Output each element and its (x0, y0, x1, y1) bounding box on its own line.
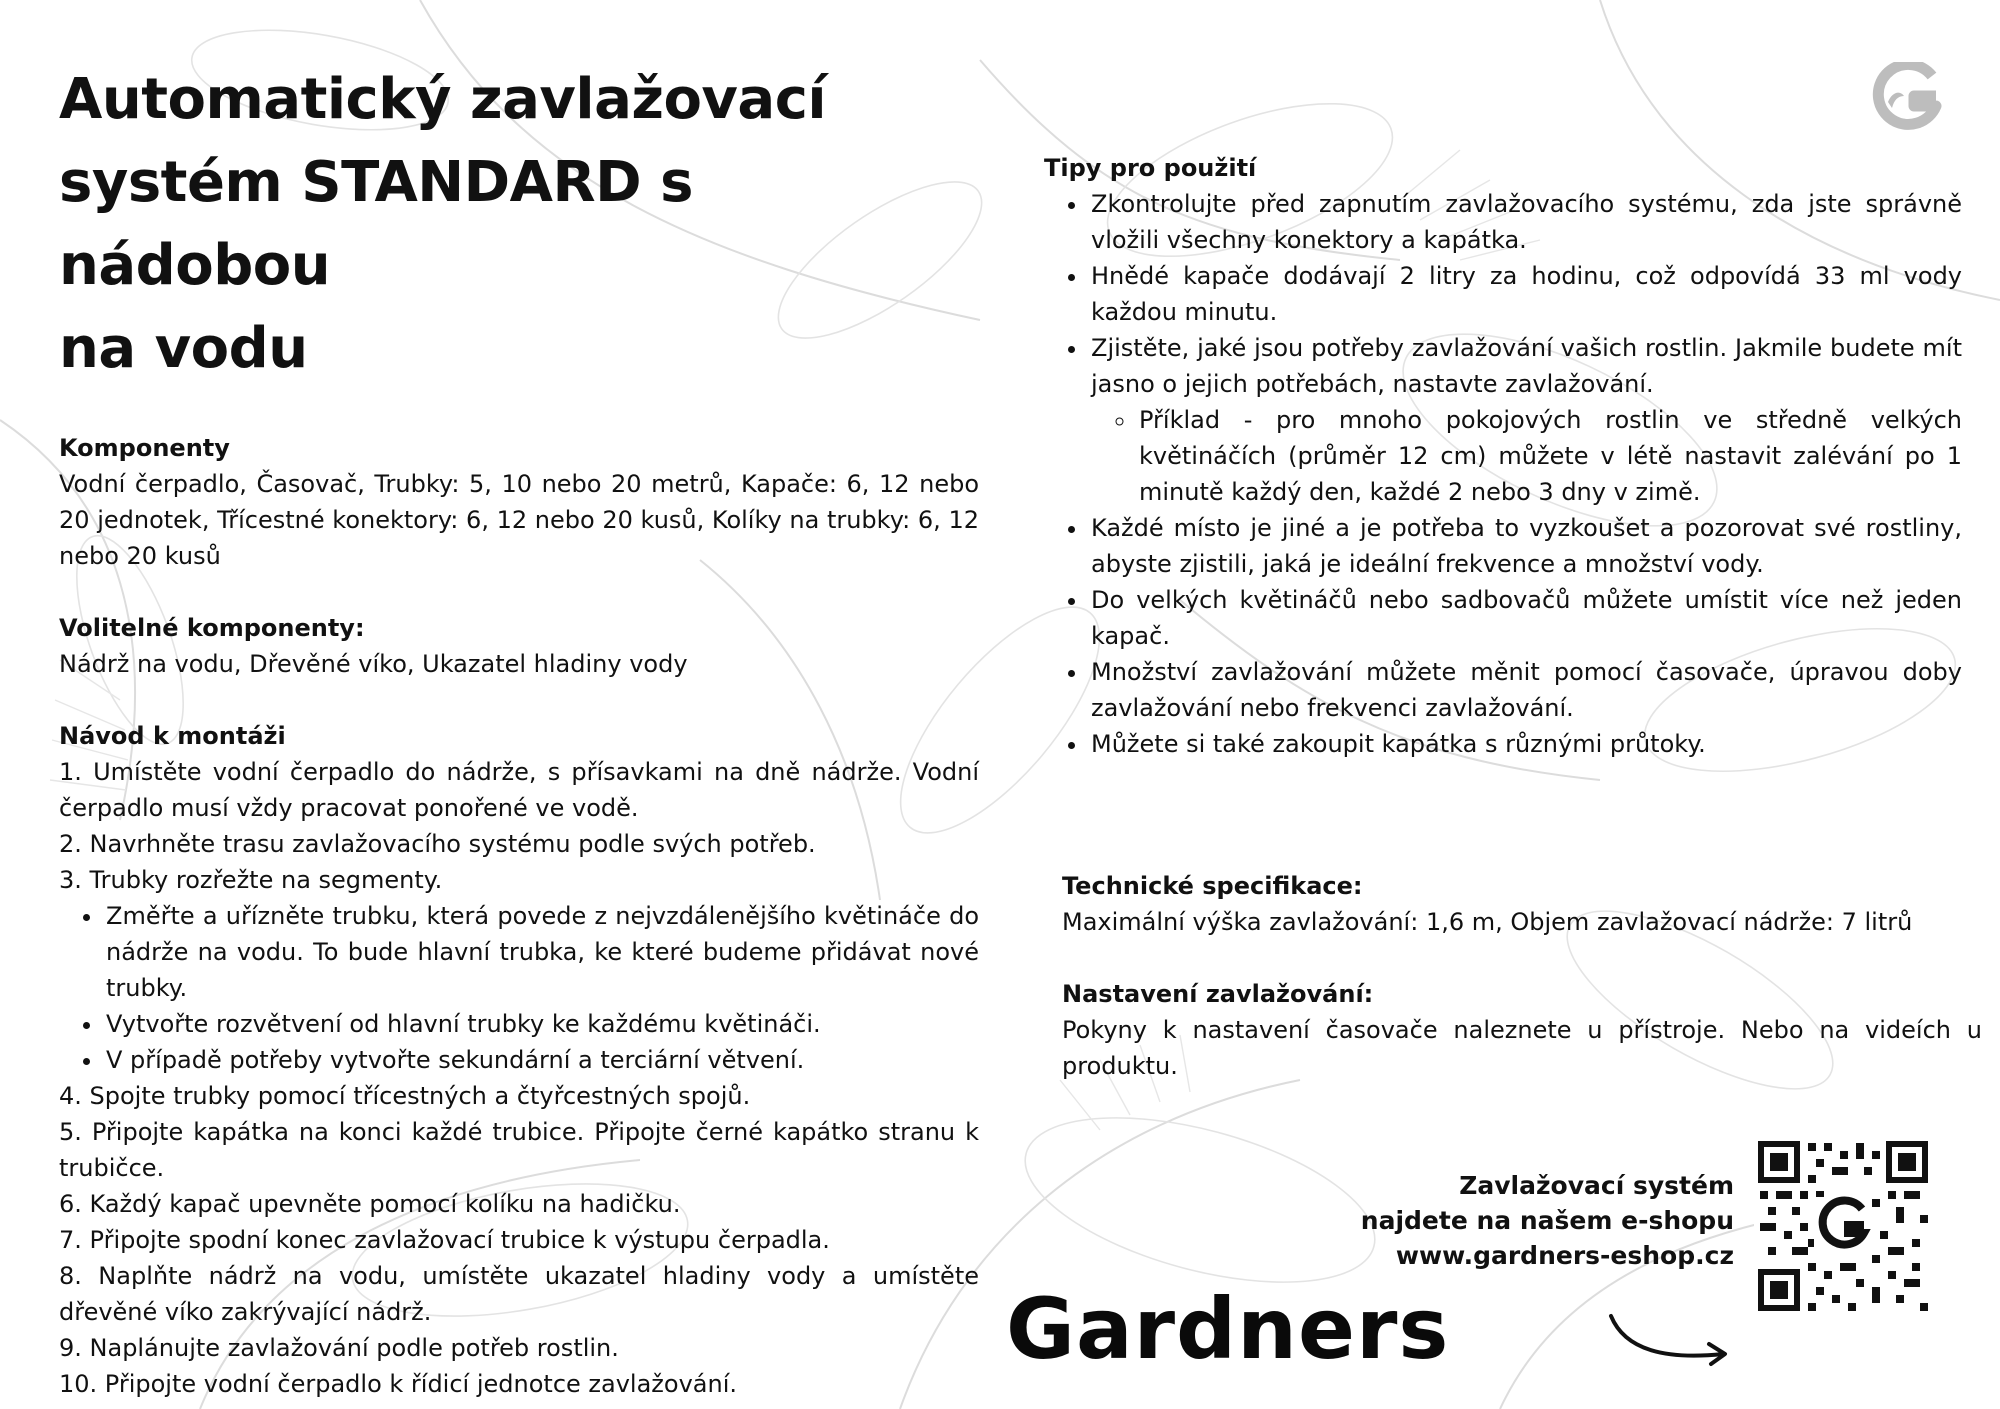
tip-item: • Množství zavlažování můžete měnit pomocí časovače, úpravou doby zavlažování nebo frekvenci zavlažování. (1089, 654, 1962, 726)
tip-item: • Každé místo je jiné a je potřeba to vyzkoušet a pozorovat své rostliny, abyste zjistili, jaká je ideální frekvence a množství vody. (1089, 510, 1962, 582)
assembly-step: 2. Navrhněte trasu zavlažovacího systému podle svých potřeb. (59, 830, 816, 858)
tips-list (1044, 186, 1962, 762)
optional-components-section (59, 610, 979, 682)
assembly-steps (59, 754, 979, 1402)
tip-example: ◦ Příklad - pro mnoho pokojových rostlin ve středně velkých květináčích (průměr 12 cm) můžete v létě nastavit zalévání po 1 minutě každý den, každé 2 nebo 3 dny v zimě. (1137, 402, 1962, 510)
tip-sublist (1091, 402, 1962, 510)
assembly-section (59, 718, 979, 1402)
step-3-bullets (59, 898, 979, 1078)
eshop-line-2: najdete na našem e-shopu (1360, 1206, 1734, 1235)
curved-arrow-icon (1605, 1310, 1735, 1370)
optional-components-text: Nádrž na vodu, Dřevěné víko, Ukazatel hladiny vody (59, 650, 688, 678)
assembly-step (59, 862, 979, 1078)
assembly-step: 7. Připojte spodní konec zavlažovací trubice k výstupu čerpadla. (59, 1226, 830, 1254)
irrigation-setup-heading: Nastavení zavlažování: (1062, 980, 1374, 1008)
tech-specs-text: Maximální výška zavlažování: 1,6 m, Objem zavlažovací nádrže: 7 litrů (1062, 908, 1913, 936)
assembly-step: 4. Spojte trubky pomocí třícestných a čtyřcestných spojů. (59, 1082, 751, 1110)
tip-item: • Do velkých květináčů nebo sadbovačů můžete umístit více než jeden kapač. (1089, 582, 1962, 654)
title-line-2: systém STANDARD s nádobou (59, 150, 693, 298)
tip-item: • Zkontrolujte před zapnutím zavlažovacího systému, zda jste správně vložili všechny konektory a kapátka. (1089, 186, 1962, 258)
title-line-1: Automatický zavlažovací (59, 67, 827, 132)
components-heading: Komponenty (59, 434, 230, 462)
tip-item: • Můžete si také zakoupit kapátka s různými průtoky. (1089, 726, 1962, 762)
eshop-callout (1330, 1168, 1734, 1273)
components-text: Vodní čerpadlo, Časovač, Trubky: 5, 10 nebo 20 metrů, Kapače: 6, 12 nebo 20 jednotek, Třícestné konektory: 6, 12 nebo 20 kusů, Kolíky na trubky: 6, 12 nebo 20 kusů (59, 470, 979, 570)
brand-name: Gardners (1006, 1280, 1450, 1378)
assembly-step: 5. Připojte kapátka na konci každé trubice. Připojte černé kapátko stranu k trubičce. (59, 1118, 979, 1182)
irrigation-setup-text: Pokyny k nastavení časovače naleznete u přístroje. Nebo na videích u produktu. (1062, 1016, 1982, 1080)
tip-item-text: Zjistěte, jaké jsou potřeby zavlažování vašich rostlin. Jakmile budete mít jasno o jejich potřebách, nastavte zavlažování. (1091, 334, 1962, 398)
list-item: • Změřte a uřízněte trubku, která povede z nejvzdálenějšího květináče do nádrže na vodu. To bude hlavní trubka, ke které budeme přidávat nové trubky. (104, 898, 979, 1006)
tech-specs-heading: Technické specifikace: (1062, 872, 1363, 900)
tip-item (1089, 330, 1962, 510)
assembly-heading: Návod k montáži (59, 722, 286, 750)
assembly-step: 8. Naplňte nádrž na vodu, umístěte ukazatel hladiny vody a umístěte dřevěné víko zakrývající nádrž. (59, 1262, 979, 1326)
tip-item: • Hnědé kapače dodávají 2 litry za hodinu, což odpovídá 33 ml vody každou minutu. (1089, 258, 1962, 330)
tips-section (1044, 150, 1962, 762)
assembly-step-3-text: 3. Trubky rozřežte na segmenty. (59, 866, 443, 894)
list-item: • Vytvořte rozvětvení od hlavní trubky ke každému květináči. (104, 1006, 979, 1042)
assembly-step: 6. Každý kapač upevněte pomocí kolíku na hadičku. (59, 1190, 681, 1218)
qr-code-icon[interactable] (1754, 1137, 1932, 1315)
left-column (59, 58, 979, 1402)
components-section (59, 430, 979, 574)
optional-components-heading: Volitelné komponenty: (59, 614, 365, 642)
eshop-line-1: Zavlažovací systém (1459, 1171, 1734, 1200)
title-line-3: na vodu (59, 316, 308, 381)
gardners-g-logo-icon (1870, 62, 1944, 136)
tech-specs-section (1062, 868, 1982, 1084)
tips-heading: Tipy pro použití (1044, 154, 1257, 182)
eshop-url[interactable]: www.gardners-eshop.cz (1395, 1241, 1734, 1270)
assembly-step: 10. Připojte vodní čerpadlo k řídicí jednotce zavlažování. (59, 1370, 737, 1398)
page-title (59, 58, 979, 390)
assembly-step: 1. Umístěte vodní čerpadlo do nádrže, s přísavkami na dně nádrže. Vodní čerpadlo musí vždy pracovat ponořené ve vodě. (59, 758, 979, 822)
assembly-step: 9. Naplánujte zavlažování podle potřeb rostlin. (59, 1334, 619, 1362)
list-item: • V případě potřeby vytvořte sekundární a terciární větvení. (104, 1042, 979, 1078)
gardners-logo (1006, 1280, 1450, 1378)
